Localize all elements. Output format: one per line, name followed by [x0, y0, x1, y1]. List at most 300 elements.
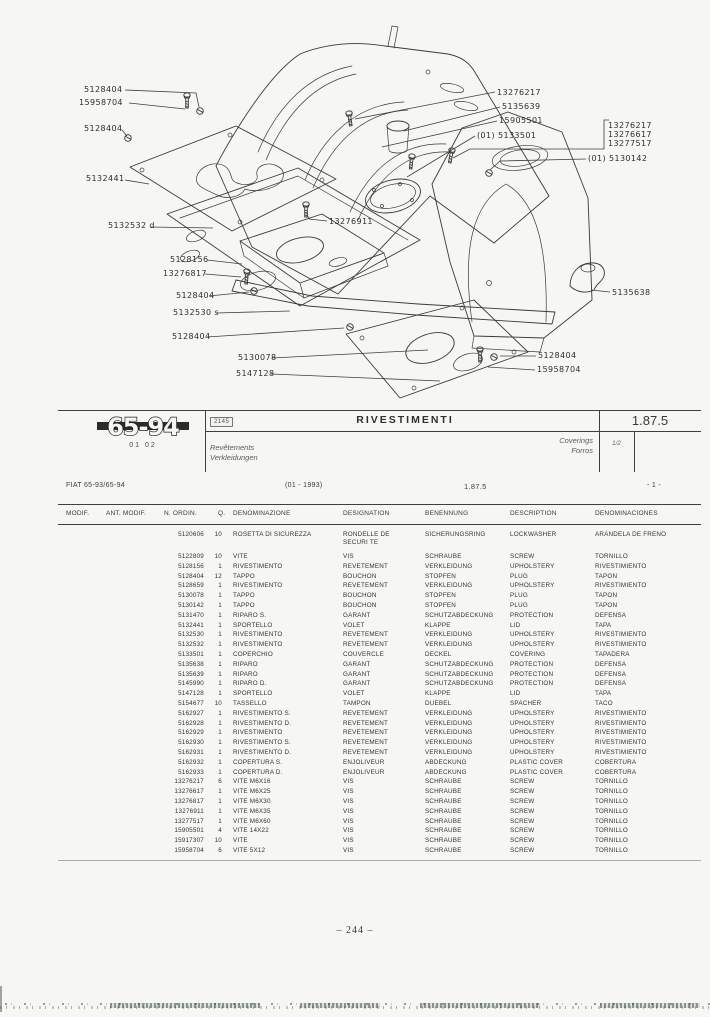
- part-callout: (01) 5133501: [477, 131, 537, 140]
- cell-fr: REVETEMENT: [343, 709, 389, 717]
- cell-de: SCHRAUBE: [425, 846, 462, 854]
- cell-q: 1: [218, 601, 222, 609]
- cell-it: RIPARO: [233, 660, 258, 668]
- table-row: [0, 631, 710, 641]
- scan-edge-mark: [0, 986, 2, 1012]
- cell-n: 5132441: [178, 621, 204, 629]
- cell-fr: ENJOLIVEUR: [343, 758, 385, 766]
- cell-de: SCHRAUBE: [425, 778, 462, 786]
- cell-it: TAPPO: [233, 592, 255, 600]
- sheet-index: 1/2: [611, 440, 622, 447]
- header-divider-3: [634, 431, 635, 472]
- cell-de: DECKEL: [425, 650, 452, 658]
- leader-line: [306, 212, 327, 221]
- cell-es: RIVESTIMIENTO: [595, 562, 647, 570]
- leader-line: [150, 227, 213, 228]
- cell-de: SCHUTZABDECKUNG: [425, 611, 494, 619]
- cell-en: SCREW: [510, 553, 535, 560]
- cell-en: PROTECTION: [510, 670, 554, 678]
- cell-n: 13276817: [174, 797, 204, 805]
- cell-es: RIVESTIMIENTO: [595, 582, 647, 590]
- diagram-line-art: [0, 0, 710, 400]
- cell-q: 1: [218, 631, 222, 639]
- leader-line: [591, 290, 610, 292]
- cell-en: SCREW: [510, 778, 535, 786]
- cell-n: 5154677: [178, 699, 204, 707]
- cell-es: DEFENSA: [595, 680, 627, 688]
- cell-it: COPERCHIO: [233, 650, 273, 658]
- cell-de: SCHUTZABDECKUNG: [425, 680, 494, 688]
- cell-en: SCREW: [510, 817, 535, 825]
- cell-en: PROTECTION: [510, 611, 554, 619]
- part-callout: 15905501: [499, 116, 543, 125]
- cell-es: RIVESTIMIENTO: [595, 729, 647, 737]
- cell-de: SCHUTZABDECKUNG: [425, 660, 494, 668]
- cell-q: 1: [218, 729, 222, 737]
- cell-fr: REVETEMENT: [343, 562, 389, 570]
- cell-en: LID: [510, 690, 521, 698]
- cell-fr: REVETEMENT: [343, 748, 389, 756]
- cell-q: 4: [218, 827, 222, 835]
- part-callout: 5128404: [538, 351, 577, 360]
- cell-q: 6: [218, 846, 222, 854]
- table-row: [0, 749, 710, 759]
- leader-line: [355, 92, 495, 119]
- cell-de: SCHRAUBE: [425, 807, 462, 815]
- cell-n: 5145990: [178, 680, 204, 688]
- part-callout: 5128404: [84, 85, 123, 94]
- title-german: Verkleidungen: [210, 452, 258, 462]
- part-callout: 15958704: [537, 365, 581, 374]
- part-callout: 5128404: [172, 332, 211, 341]
- cell-fr: BOUCHON: [343, 601, 377, 609]
- cell-es: TAPADERA: [595, 650, 630, 658]
- section-code-small: 1.87.5: [464, 482, 487, 491]
- cell-en: UPHOLSTERY: [510, 729, 555, 737]
- cell-en: PLUG: [510, 592, 528, 600]
- cell-de: SCHRAUBE: [425, 797, 462, 805]
- cell-q: 10: [214, 837, 222, 845]
- cell-q: 1: [218, 807, 222, 815]
- title-spanish: Forros: [571, 445, 593, 455]
- table-row: [0, 563, 710, 573]
- table-row: [0, 680, 710, 690]
- cell-es: COBERTURA: [595, 758, 637, 766]
- cell-n: 5130078: [178, 592, 204, 600]
- cell-de: VERKLEIDUNG: [425, 739, 473, 747]
- cell-q: 1: [218, 641, 222, 649]
- title-english: Coverings: [559, 436, 593, 445]
- cell-es: TORNILLO: [595, 827, 628, 835]
- column-header: DENOMINACIONES: [595, 510, 658, 517]
- cell-it: RIVESTIMENTO: [233, 641, 283, 649]
- scan-noise-chunk: [420, 1003, 540, 1008]
- cell-fr: GARANT: [343, 670, 371, 678]
- column-header: MODIF.: [66, 510, 90, 517]
- part-callout: 5135639: [502, 102, 541, 111]
- column-header: DENOMINAZIONE: [233, 510, 291, 517]
- cell-en: COVERING: [510, 650, 546, 658]
- cell-it: VITE M6X16: [233, 778, 271, 786]
- cell-fr: VIS: [343, 817, 354, 825]
- cell-n: 5120606: [178, 531, 204, 538]
- model-logo-sub: 01 02: [129, 442, 157, 449]
- leader-line: [125, 180, 149, 184]
- part-callout: 5130078: [238, 353, 277, 362]
- cell-n: 13276911: [174, 807, 204, 815]
- cell-de: VERKLEIDUNG: [425, 719, 473, 727]
- column-header: Q.: [218, 510, 226, 517]
- cell-de: VERKLEIDUNG: [425, 709, 473, 717]
- cell-fr: VIS: [343, 553, 354, 560]
- cell-q: 1: [218, 797, 222, 805]
- column-header: N. ORDIN.: [164, 510, 197, 517]
- table-row: [0, 769, 710, 779]
- cell-it: ROSETTA DI SICUREZZA: [233, 531, 312, 538]
- cell-de: SCHRAUBE: [425, 837, 462, 845]
- cell-q: 1: [218, 709, 222, 717]
- date-range: (01 - 1993): [285, 482, 323, 489]
- table-row: [0, 612, 710, 622]
- cell-q: 1: [218, 582, 222, 590]
- table-row: [0, 602, 710, 612]
- cell-de: VERKLEIDUNG: [425, 748, 473, 756]
- cell-en: SCREW: [510, 797, 535, 805]
- cell-es: RIVESTIMIENTO: [595, 631, 647, 639]
- part-callout: 5132441: [86, 174, 125, 183]
- cell-de: VERKLEIDUNG: [425, 631, 473, 639]
- cell-q: 1: [218, 719, 222, 727]
- cell-de: KLAPPE: [425, 621, 451, 629]
- cell-de: STOPFEN: [425, 592, 457, 600]
- cell-fr: BOUCHON: [343, 572, 377, 580]
- cell-it: RIVESTIMENTO: [233, 562, 283, 570]
- column-header: DESCRIPTION: [510, 510, 557, 517]
- part-callout: 13276617: [608, 130, 652, 139]
- cell-es: TORNILLO: [595, 817, 628, 825]
- cell-fr: REVETEMENT: [343, 641, 389, 649]
- part-callout: 5128404: [176, 291, 215, 300]
- page-number: – 244 –: [336, 925, 374, 936]
- cell-en: SCREW: [510, 837, 535, 845]
- cell-n: 5162930: [178, 739, 204, 747]
- cell-it: RIVESTIMENTO D.: [233, 748, 292, 756]
- cell-it: TASSELLO: [233, 699, 267, 707]
- page-title: RIVESTIMENTI: [356, 414, 454, 426]
- cell-n: 5131470: [178, 611, 204, 619]
- part-callout: 13276911: [329, 217, 373, 226]
- cell-en: PROTECTION: [510, 660, 554, 668]
- cell-es: TORNILLO: [595, 797, 628, 805]
- cell-q: 1: [218, 611, 222, 619]
- title-french: Revêtements: [210, 443, 255, 452]
- cell-fr: VOLET: [343, 690, 365, 698]
- cell-it: RIVESTIMENTO S.: [233, 739, 291, 747]
- part-callout: 5132530 s: [173, 308, 219, 317]
- cell-n: 5122809: [178, 553, 204, 560]
- cell-n: 5162929: [178, 729, 204, 737]
- cell-es: DEFENSA: [595, 670, 627, 678]
- table-row: [0, 671, 710, 681]
- cell-de: SICHERUNGSRING: [425, 531, 486, 538]
- part-callout: 13276217: [608, 121, 652, 130]
- cell-it: COPERTURA S.: [233, 758, 283, 766]
- cell-de: ABDECKUNG: [425, 758, 467, 766]
- part-callout: 5128404: [84, 124, 123, 133]
- part-callout: 5128156: [170, 255, 209, 264]
- cell-it: RIPARO D.: [233, 680, 267, 688]
- cell-fr: GARANT: [343, 680, 371, 688]
- cell-it: TAPPO: [233, 572, 255, 580]
- cell-n: 5162927: [178, 709, 204, 717]
- column-header: BENENNUNG: [425, 510, 469, 517]
- cell-es: COBERTURA: [595, 768, 637, 776]
- table-head-rule-top: [58, 504, 701, 505]
- cell-en: SCREW: [510, 846, 535, 854]
- cell-it: SPORTELLO: [233, 690, 273, 698]
- cell-de: VERKLEIDUNG: [425, 641, 473, 649]
- cell-n: 5128404: [178, 572, 204, 580]
- table-bottom-rule: [58, 860, 701, 861]
- cell-n: 5162931: [178, 748, 204, 756]
- table-row: [0, 661, 710, 671]
- column-header: ANT. MODIF.: [106, 510, 147, 517]
- cell-n: 5147128: [178, 690, 204, 698]
- leader-line: [209, 292, 249, 296]
- cell-it: RIPARO: [233, 670, 258, 678]
- title-en-es: [493, 436, 593, 455]
- cell-it: VITE M6X60: [233, 817, 271, 825]
- cell-es: TAPA: [595, 690, 612, 698]
- cell-it: RIVESTIMENTO: [233, 582, 283, 590]
- cell-fr: TAMPON: [343, 699, 371, 707]
- cell-fr: REVETEMENT: [343, 719, 389, 727]
- cell-es: TAPON: [595, 592, 618, 600]
- cell-n: 5132530: [178, 631, 204, 639]
- cell-de: SCHRAUBE: [425, 817, 462, 825]
- cell-it: SPORTELLO: [233, 621, 273, 629]
- cell-fr: VIS: [343, 846, 354, 854]
- table-row: [0, 651, 710, 661]
- cell-de: SCHRAUBE: [425, 553, 462, 560]
- model-range: FIAT 65-93/65-94: [66, 482, 126, 489]
- cell-en: LOCKWASHER: [510, 531, 557, 538]
- cell-n: 5133501: [178, 650, 204, 658]
- table-body: [0, 531, 710, 857]
- cell-es: RIVESTIMIENTO: [595, 709, 647, 717]
- cell-q: 1: [218, 670, 222, 678]
- cell-fr: VOLET: [343, 621, 365, 629]
- cell-q: 1: [218, 562, 222, 570]
- cell-en: SPACHER: [510, 699, 542, 707]
- table-row: [0, 531, 710, 553]
- cell-fr: VIS: [343, 797, 354, 805]
- cell-q: 10: [214, 699, 222, 707]
- part-callout: 13276217: [497, 88, 541, 97]
- cell-q: 1: [218, 788, 222, 796]
- cell-q: 6: [218, 778, 222, 786]
- cell-en: UPHOLSTERY: [510, 709, 555, 717]
- cell-n: 5128659: [178, 582, 204, 590]
- cell-es: TACO: [595, 699, 613, 707]
- part-callout: 15958704: [79, 98, 123, 107]
- cell-it: RIPARO S.: [233, 611, 267, 619]
- cell-it: RIVESTIMENTO: [233, 729, 283, 737]
- cell-es: RIVESTIMIENTO: [595, 641, 647, 649]
- cell-en: PLUG: [510, 572, 528, 580]
- cell-fr: COUVERCLE: [343, 650, 384, 658]
- cell-en: PLASTIC COVER: [510, 768, 563, 776]
- header-mid-rule: [205, 431, 701, 432]
- cell-de: DUEBEL: [425, 699, 452, 707]
- cell-it: RIVESTIMENTO: [233, 631, 283, 639]
- cell-n: 13277517: [174, 817, 204, 825]
- cell-es: DEFENSA: [595, 660, 627, 668]
- cell-fr: VIS: [343, 837, 354, 845]
- cell-q: 1: [218, 748, 222, 756]
- cell-fr: REVETEMENT: [343, 582, 389, 590]
- model-logo: [93, 411, 193, 441]
- cell-en: UPHOLSTERY: [510, 748, 555, 756]
- part-callout: (01) 5130142: [588, 154, 648, 163]
- part-callout: 5132532 d: [108, 221, 155, 230]
- cell-es: TAPON: [595, 572, 618, 580]
- table-row: [0, 827, 710, 837]
- cell-n: 13276617: [174, 788, 204, 796]
- table-row: [0, 710, 710, 720]
- table-row: [0, 729, 710, 739]
- table-row: [0, 720, 710, 730]
- table-row: [0, 592, 710, 602]
- header-divider-1: [205, 410, 206, 472]
- leader-line: [207, 328, 344, 337]
- cell-q: 1: [218, 660, 222, 668]
- cell-it: RIVESTIMENTO S.: [233, 709, 291, 717]
- cell-n: 5132532: [178, 641, 204, 649]
- cell-n: 5135639: [178, 670, 204, 678]
- cell-q: 1: [218, 739, 222, 747]
- cell-it: VITE: [233, 837, 248, 845]
- cell-q: 12: [214, 572, 222, 580]
- cell-it: VITE 14X22: [233, 827, 269, 835]
- table-row: [0, 700, 710, 710]
- cell-de: ABDECKUNG: [425, 768, 467, 776]
- leader-line: [216, 311, 290, 313]
- cell-fr: VIS: [343, 788, 354, 796]
- cell-es: TAPON: [595, 601, 618, 609]
- cell-fr: GARANT: [343, 660, 371, 668]
- part-callout: 13277517: [608, 139, 652, 148]
- cell-n: 13276217: [174, 778, 204, 786]
- cell-it: VITE 5X12: [233, 846, 266, 854]
- table-row: [0, 582, 710, 592]
- table-row: [0, 798, 710, 808]
- table-row: [0, 573, 710, 583]
- table-row: [0, 622, 710, 632]
- cell-es: RIVESTIMIENTO: [595, 719, 647, 727]
- cell-en: PLASTIC COVER: [510, 758, 563, 766]
- leader-line: [122, 130, 127, 136]
- cell-fr: GARANT: [343, 611, 371, 619]
- print-code-box: 2145: [210, 417, 233, 427]
- table-row: [0, 837, 710, 847]
- part-callout: 13276817: [163, 269, 207, 278]
- cell-en: UPHOLSTERY: [510, 562, 555, 570]
- table-row: [0, 759, 710, 769]
- cell-fr: BOUCHON: [343, 592, 377, 600]
- cell-en: UPHOLSTERY: [510, 641, 555, 649]
- cell-en: PLUG: [510, 601, 528, 609]
- cell-de: KLAPPE: [425, 690, 451, 698]
- cell-it: VITE: [233, 553, 248, 560]
- cell-q: 10: [214, 553, 222, 560]
- cell-n: 5135638: [178, 660, 204, 668]
- cell-n: 15905501: [174, 827, 204, 835]
- exploded-diagram: [0, 0, 710, 400]
- cell-de: VERKLEIDUNG: [425, 582, 473, 590]
- section-code: 1.87.5: [631, 413, 669, 428]
- cell-it: RIVESTIMENTO D.: [233, 719, 292, 727]
- cell-es: TORNILLO: [595, 788, 628, 796]
- cell-fr: RONDELLE DE SECURI TE: [343, 531, 390, 547]
- cell-es: TORNILLO: [595, 807, 628, 815]
- cell-n: 5130142: [178, 601, 204, 609]
- cell-de: SCHUTZABDECKUNG: [425, 670, 494, 678]
- cell-n: 15917307: [174, 837, 204, 845]
- table-row: [0, 641, 710, 651]
- cell-q: 1: [218, 690, 222, 698]
- cell-en: UPHOLSTERY: [510, 719, 555, 727]
- cell-es: RIVESTIMIENTO: [595, 739, 647, 747]
- table-row: [0, 788, 710, 798]
- scan-noise-chunk: [300, 1003, 380, 1008]
- cell-it: VITE M6X30: [233, 797, 271, 805]
- cell-n: 5162932: [178, 758, 204, 766]
- cell-es: TORNILLO: [595, 837, 628, 845]
- leader-line: [129, 103, 185, 109]
- cell-fr: REVETEMENT: [343, 631, 389, 639]
- table-head-rule-bottom: [58, 524, 701, 525]
- cell-en: SCREW: [510, 807, 535, 815]
- cell-fr: REVETEMENT: [343, 729, 389, 737]
- cell-de: VERKLEIDUNG: [425, 562, 473, 570]
- scan-noise-chunk: [110, 1003, 260, 1008]
- cell-q: 1: [218, 592, 222, 600]
- cell-es: TORNILLO: [595, 553, 628, 560]
- cell-en: LID: [510, 621, 521, 629]
- cell-de: VERKLEIDUNG: [425, 729, 473, 737]
- leader-line: [272, 350, 428, 358]
- cell-q: 1: [218, 621, 222, 629]
- cell-de: SCHRAUBE: [425, 827, 462, 835]
- cell-it: COPERTURA D.: [233, 768, 283, 776]
- cell-it: TAPPO: [233, 601, 255, 609]
- cell-fr: ENJOLIVEUR: [343, 768, 385, 776]
- cell-en: UPHOLSTERY: [510, 631, 555, 639]
- cell-en: PROTECTION: [510, 680, 554, 688]
- cell-it: VITE M6X25: [233, 788, 271, 796]
- cell-fr: REVETEMENT: [343, 739, 389, 747]
- cell-en: UPHOLSTERY: [510, 739, 555, 747]
- cell-de: STOPFEN: [425, 572, 457, 580]
- cell-q: 10: [214, 531, 222, 538]
- cell-q: 1: [218, 650, 222, 658]
- cell-de: SCHRAUBE: [425, 788, 462, 796]
- cell-es: RIVESTIMIENTO: [595, 748, 647, 756]
- cell-es: TAPA: [595, 621, 612, 629]
- table-row: [0, 818, 710, 828]
- cell-en: SCREW: [510, 827, 535, 835]
